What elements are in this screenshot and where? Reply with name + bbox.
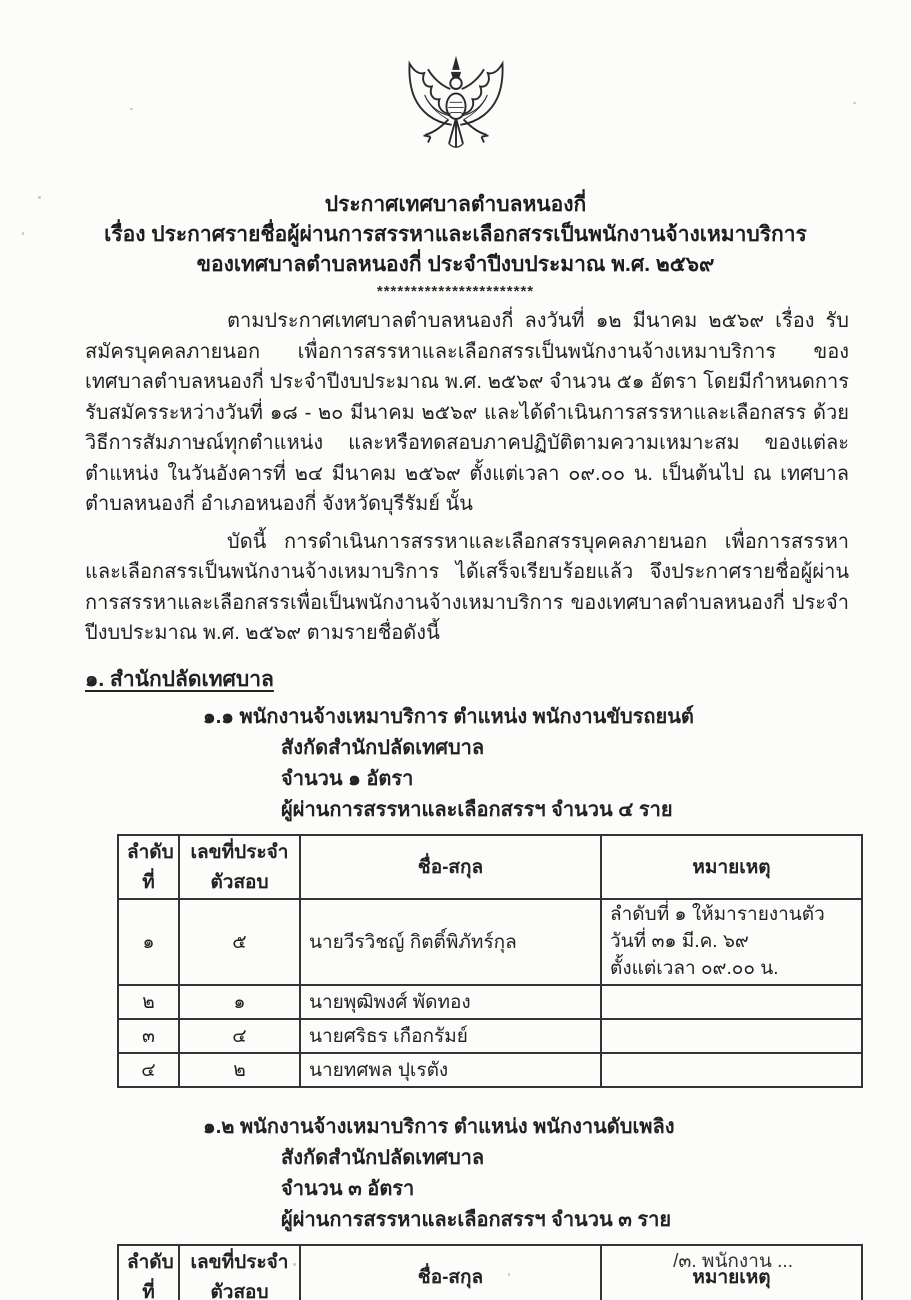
scan-speck [853, 102, 856, 104]
cell-remark-empty [601, 1019, 862, 1053]
cell-exam-no: ๔ [179, 1019, 300, 1053]
col-header-order: ลำดับที่ [118, 1245, 179, 1300]
scan-speck [293, 1263, 296, 1266]
cell-exam-no: ๑ [179, 985, 300, 1019]
col-header-remark: หมายเหตุ [601, 835, 862, 899]
paragraph-result: บัดนี้ การดำเนินการสรรหาและเลือกสรรบุคคลภายนอก เพื่อการสรรหาและเลือกสรรเป็นพนักงานจ้างเหมาบริการ ได้เสร็จเรียบร้อยแล้ว จึงประกาศรายชื่อผู้ผ่านการสรรหาและเลือกสรรเพื่อเป็นพนักงานจ้างเหมาบริการ ของเทศบาลตำบลหนองกี่ ประจำปีงบประมาณ พ.ศ. ๒๕๖๙ ตามรายชื่อดังนี้ [85, 530, 849, 644]
sub-1-1-passed-count: ผู้ผ่านการสรรหาและเลือกสรรฯ จำนวน ๔ ราย [281, 798, 673, 821]
scan-speck [508, 1273, 510, 1276]
cell-exam-no: ๒ [179, 1053, 300, 1087]
scan-speck [130, 108, 133, 110]
table-row [118, 899, 862, 985]
col-header-exam-no: เลขที่ประจำตัวสอบ [179, 835, 300, 899]
cell-name: นายวีรวิชญ์ กิตติ์พิภัทร์กุล [300, 899, 601, 985]
garuda-icon [386, 52, 526, 182]
sub-1-1-quota: จำนวน ๑ อัตรา [281, 767, 414, 790]
stars-divider: *********************** [376, 283, 535, 300]
scan-speck [22, 232, 24, 235]
table-row [118, 1053, 862, 1087]
remark-line: วันที่ ๓๑ มี.ค. ๖๙ [610, 931, 749, 952]
sub-1-2-position: ๑.๒ พนักงานจ้างเหมาบริการ ตำแหน่ง พนักงานดับเพลิง [203, 1115, 675, 1138]
sub-1-2-passed-count: ผู้ผ่านการสรรหาและเลือกสรรฯ จำนวน ๓ ราย [281, 1208, 672, 1231]
sub-1-1-department: สังกัดสำนักปลัดเทศบาล [281, 736, 485, 759]
cell-name: นายศริธร เกือกรัมย์ [300, 1019, 601, 1053]
remark-line: ตั้งแต่เวลา ๐๙.๐๐ น. [610, 958, 779, 979]
cell-order: ๔ [118, 1053, 179, 1087]
cell-remark-empty [601, 1053, 862, 1087]
col-header-remark: หมายเหตุ [601, 1245, 862, 1300]
cell-remark-empty [601, 985, 862, 1019]
paragraph-background: ตามประกาศเทศบาลตำบลหนองกี่ ลงวันที่ ๑๒ มีนาคม ๒๕๖๙ เรื่อง รับสมัครบุคคลภายนอก เพื่อการสรรหาและเลือกสรรเป็นพนักงานจ้างเหมาบริการ ของเทศบาลตำบลหนองกี่ ประจำปีงบประมาณ พ.ศ. ๒๕๖๙ จำนวน ๕๑ อัตรา โดยมีกำหนดการรับสมัครระหว่างวันที่ ๑๘ - ๒๐ มีนาคม ๒๕๖๙ และได้ดำเนินการสรรหาและเลือกสรร ด้วยวิธีการสัมภาษณ์ทุกตำแหน่ง และหรือทดสอบภาคปฏิบัติตามความเหมาะสม ของแต่ละตำแหน่ง ในวันอังคารที่ ๒๔ มีนาคม ๒๕๖๙ ตั้งแต่เวลา ๐๙.๐๐ น. เป็นต้นไป ณ เทศบาลตำบลหนองกี่ อำเภอหนองกี่ จังหวัดบุรีรัมย์ นั้น [85, 310, 849, 515]
table-row [118, 985, 862, 1019]
table-header-row [118, 835, 862, 899]
table-row [118, 1019, 862, 1053]
cell-order: ๓ [118, 1019, 179, 1053]
sub-1-2-quota: จำนวน ๓ อัตรา [281, 1177, 415, 1200]
cell-name: นายทศพล ปุเรตัง [300, 1053, 601, 1087]
announcement-fiscal-year: ของเทศบาลตำบลหนองกี่ ประจำปีงบประมาณ พ.ศ. ๒๕๖๙ [196, 253, 715, 276]
garuda-emblem [386, 52, 526, 182]
announcement-title: ประกาศเทศบาลตำบลหนองกี่ [324, 193, 587, 216]
cell-remark [601, 899, 862, 985]
section-1-heading: ๑. สำนักปลัดเทศบาล [85, 667, 274, 691]
col-header-order: ลำดับที่ [118, 835, 179, 899]
col-header-name: ชื่อ-สกุล [300, 835, 601, 899]
col-header-exam-no: เลขที่ประจำตัวสอบ [179, 1245, 300, 1300]
page-continuation-note: /๓. พนักงาน ... [673, 1251, 793, 1272]
cell-name: นายพุฒิพงศ์ พัดทอง [300, 985, 601, 1019]
sub-1-1-position: ๑.๑ พนักงานจ้างเหมาบริการ ตำแหน่ง พนักงานขับรถยนต์ [203, 705, 694, 728]
cell-order: ๑ [118, 899, 179, 985]
sub-1-2-department: สังกัดสำนักปลัดเทศบาล [281, 1146, 485, 1169]
announcement-subject: เรื่อง ประกาศรายชื่อผู้ผ่านการสรรหาและเลือกสรรเป็นพนักงานจ้างเหมาบริการ [104, 223, 807, 246]
cell-exam-no: ๕ [179, 899, 300, 985]
col-header-name: ชื่อ-สกุล [300, 1245, 601, 1300]
remark-line: ลำดับที่ ๑ ให้มารายงานตัว [610, 904, 825, 925]
cell-order: ๒ [118, 985, 179, 1019]
scan-speck [38, 196, 41, 199]
table-driver-results [117, 834, 863, 1088]
